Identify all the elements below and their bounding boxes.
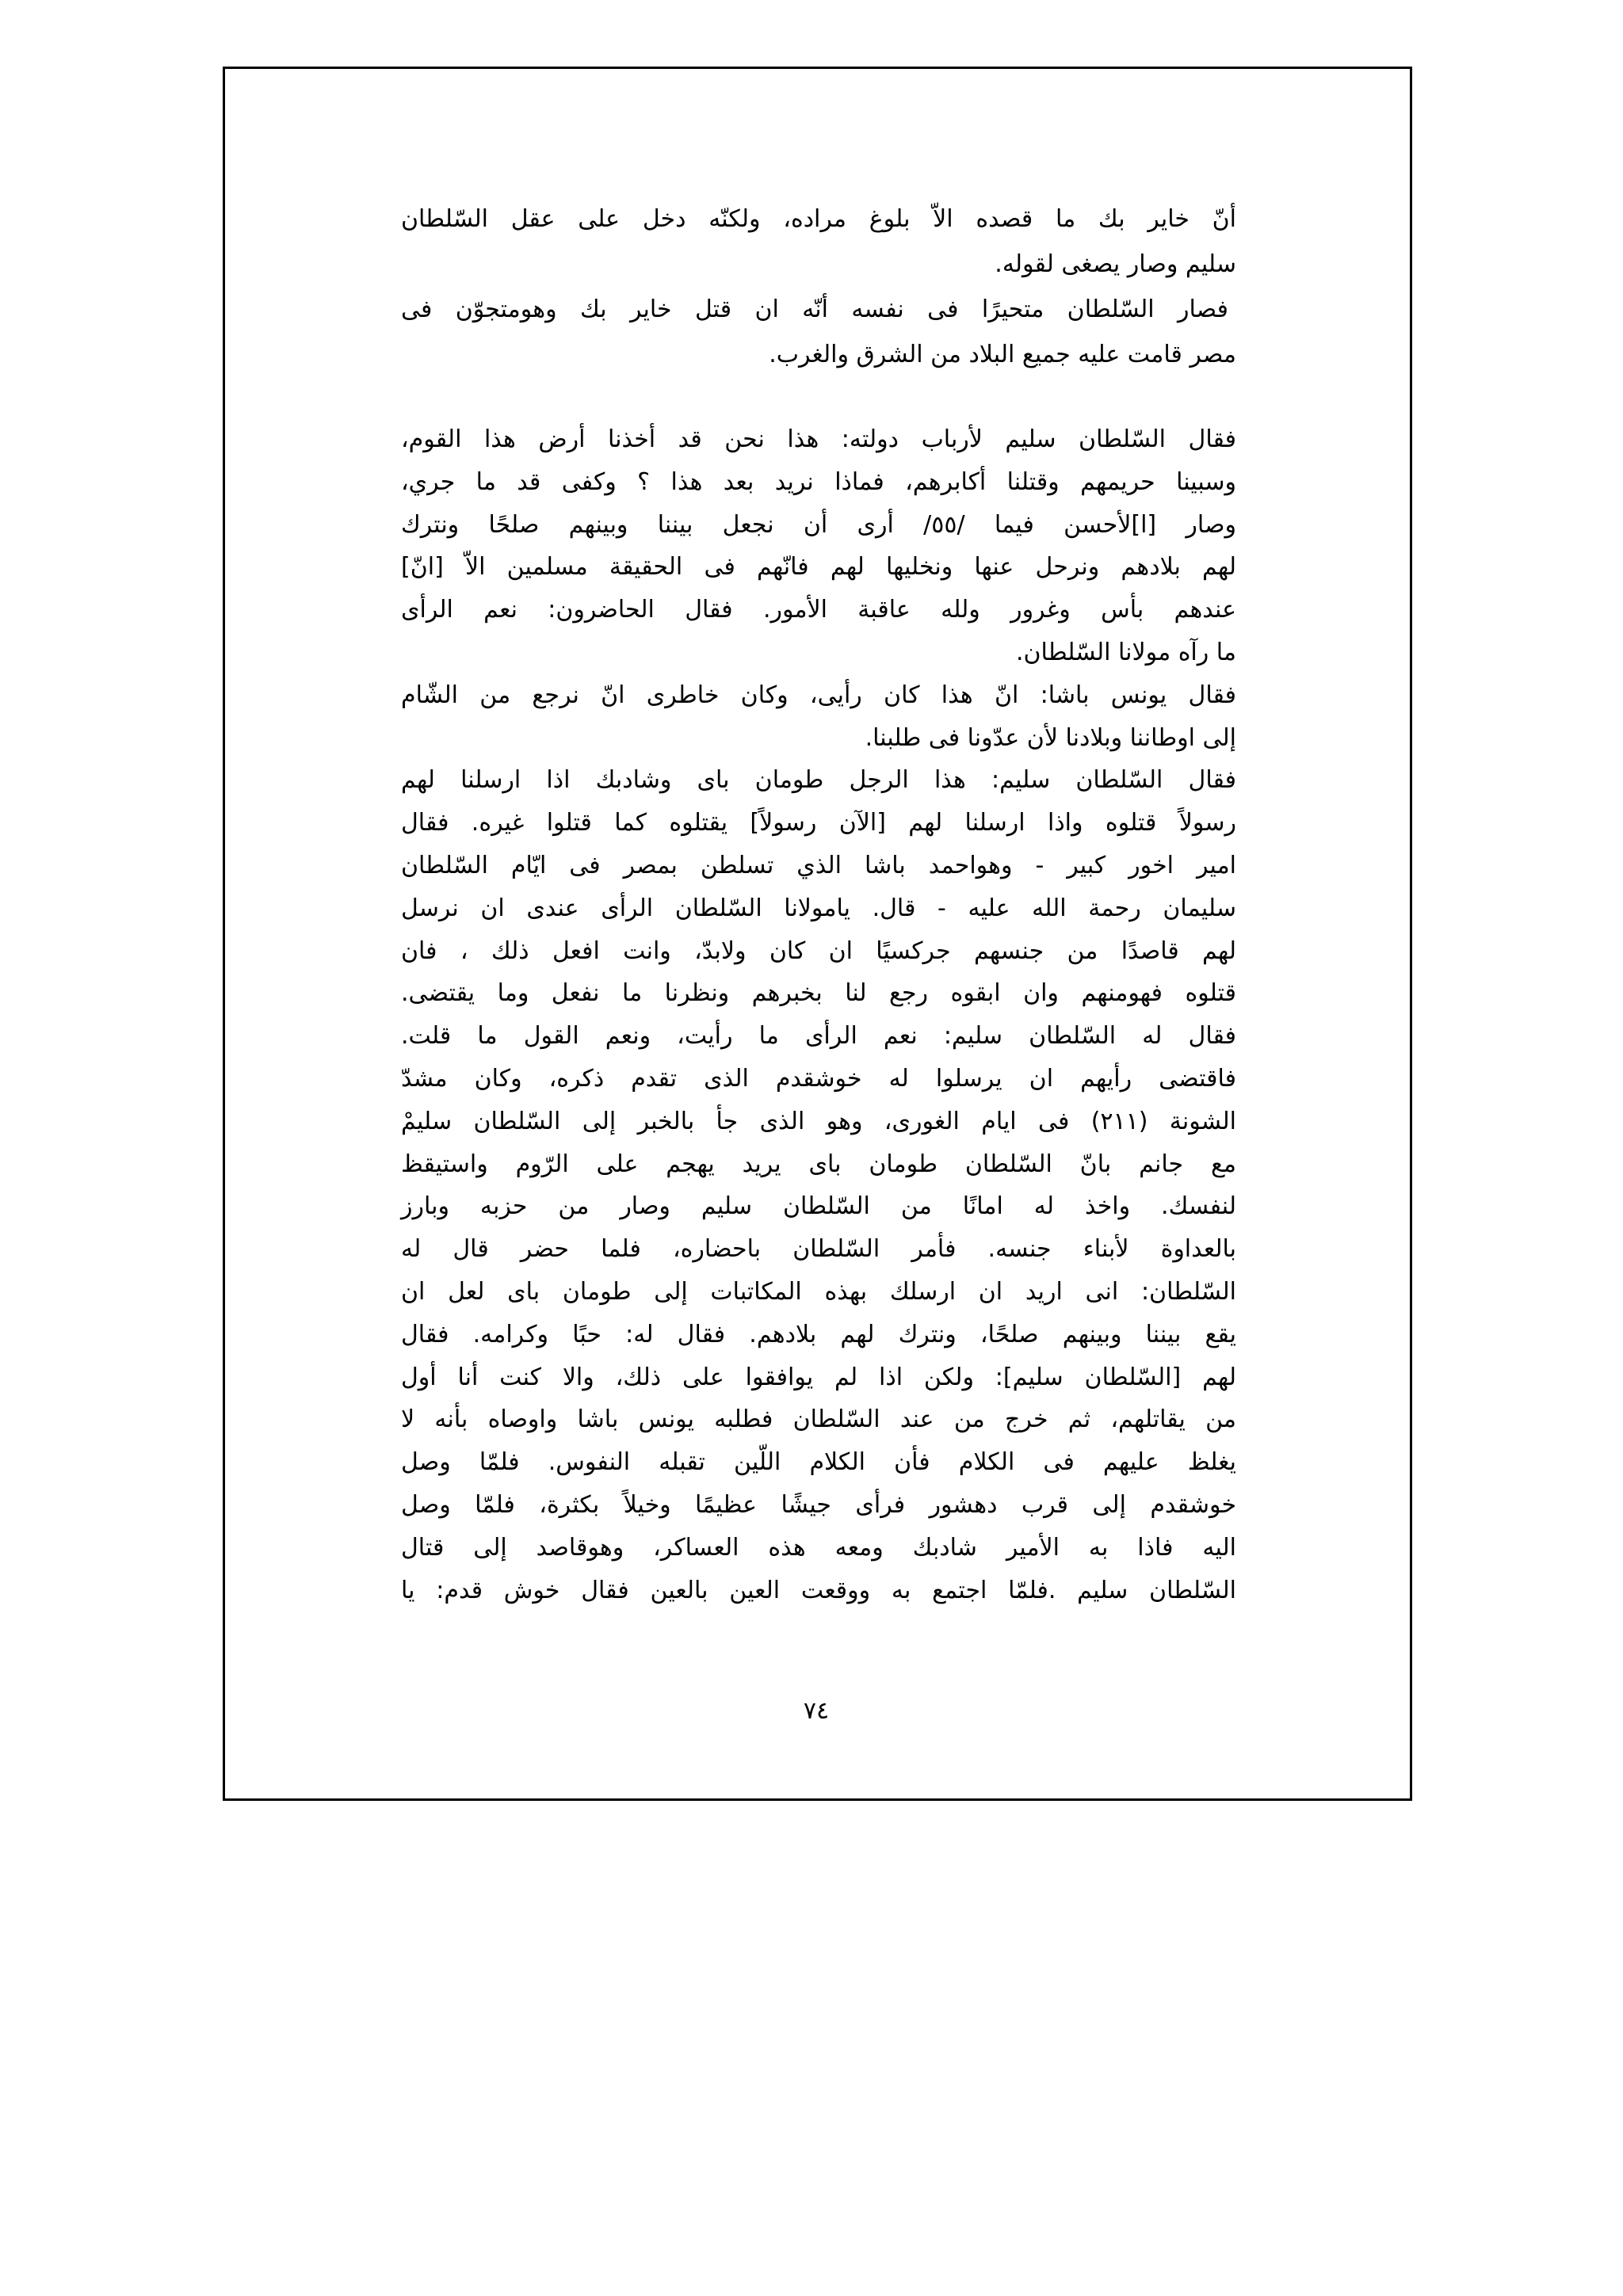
paragraph-block bbox=[401, 418, 1236, 1611]
text-line: وسبينا حريمهم وقتلنا أكابرهم، فماذا نريد بعد هذا ؟ وكفى قد ما جري، bbox=[401, 467, 1236, 496]
text-line: السّلطان: انى اريد ان ارسلك بهذه المكاتبات إلى طومان باى لعل ان bbox=[401, 1277, 1236, 1306]
text-line: لهم [السّلطان سليم]: ولكن اذا لم يوافقوا على ذلك، والا كنت أنا أول bbox=[401, 1363, 1236, 1391]
text-line: سليمان رحمة الله عليه - قال. يامولانا السّلطان الرأى عندى ان نرسل bbox=[401, 894, 1236, 922]
text-line: من يقاتلهم، ثم خرج من عند السّلطان فطلبه يونس باشا واوصاه بأنه لا bbox=[401, 1405, 1236, 1434]
text-line: يغلظ عليهم فى الكلام فأن الكلام اللّين تقبله النفوس. فلمّا وصل bbox=[401, 1448, 1236, 1477]
text-line: سليم وصار يصغى لقوله. bbox=[995, 250, 1236, 278]
text-line: فقال السّلطان سليم لأرباب دولته: هذا نحن قد أخذنا أرض هذا القوم، bbox=[401, 425, 1236, 453]
text-line: بالعداوة لأبناء جنسه. فأمر السّلطان باحضاره، فلما حضر قال له bbox=[401, 1235, 1236, 1264]
text-line: أنّ خاير بك ما قصده الاّ بلوغ مراده، ولكنّه دخل على عقل السّلطان bbox=[401, 205, 1236, 233]
text-line: عندهم بأس وغرور ولله عاقبة الأمور. فقال الحاضرون: نعم الرأى bbox=[401, 596, 1236, 624]
text-line: مصر قامت عليه جميع البلاد من الشرق والغرب. bbox=[769, 341, 1236, 368]
text-line: امير اخور كبير - وهواحمد باشا الذي تسلطن بمصر فى ايّام السّلطان bbox=[401, 851, 1236, 879]
page-number: ٧٤ bbox=[803, 1697, 830, 1725]
paragraph-block bbox=[401, 196, 1236, 377]
text-line: السّلطان سليم .فلمّا اجتمع به ووقعت العين بالعين فقال خوش قدم: يا bbox=[401, 1576, 1236, 1604]
text-line: وصار [ا]لأحسن فيما /٥٥/ أرى أن نجعل بيننا وبينهم صلحًا ونترك bbox=[401, 510, 1236, 539]
text-line: فقال يونس باشا: انّ هذا كان رأيى، وكان خاطرى انّ نرجع من الشّام bbox=[401, 681, 1236, 709]
text-line: مع جانم بانّ السّلطان طومان باى يريد يهجم على الرّوم واستيقظ bbox=[401, 1150, 1236, 1178]
text-line: فقال له السّلطان سليم: نعم الرأى ما رأيت، ونعم القول ما قلت. bbox=[401, 1022, 1236, 1051]
text-line: اليه فاذا به الأمير شادبك ومعه هذه العساكر، وهوقاصد إلى قتال bbox=[401, 1533, 1236, 1562]
text-line: خوشقدم إلى قرب دهشور فرأى جيشًا عظيمًا وخيلاً بكثرة، فلمّا وصل bbox=[401, 1490, 1236, 1519]
text-line: لهم قاصدًا من جنسهم جركسيًا ان كان ولابدّ، وانت افعل ذلك ، فان bbox=[401, 936, 1236, 965]
text-line: فصار السّلطان متحيرًا فى نفسه أنّه ان قتل خاير بك وهومتجوّن فى bbox=[401, 296, 1228, 323]
text-line: فاقتضى رأيهم ان يرسلوا له خوشقدم الذى تقدم ذكره، وكان مشدّ bbox=[401, 1064, 1236, 1093]
text-line: لنفسك. واخذ له امانًا من السّلطان سليم وصار من حزبه وبارز bbox=[401, 1192, 1236, 1221]
text-line: لهم بلادهم ونرحل عنها ونخليها لهم فانّهم فى الحقيقة مسلمين الاّ [انّ] bbox=[401, 553, 1236, 582]
text-line: قتلوه فهومنهم وان ابقوه رجع لنا بخبرهم ونظرنا ما نفعل وما يقتضى. bbox=[401, 979, 1236, 1008]
text-line: ما رآه مولانا السّلطان. bbox=[1015, 638, 1236, 666]
text-line: إلى اوطاننا وبلادنا لأن عدّونا فى طلبنا. bbox=[865, 723, 1236, 752]
text-line: رسولاً قتلوه واذا ارسلنا لهم [الآن رسولاً] يقتلوه كما قتلوا غيره. فقال bbox=[401, 809, 1236, 837]
text-line: فقال السّلطان سليم: هذا الرجل طومان باى وشادبك اذا ارسلنا لهم bbox=[401, 766, 1236, 795]
text-line: يقع بيننا وبينهم صلحًا، ونترك لهم بلادهم. فقال له: حبًا وكرامه. فقال bbox=[401, 1320, 1236, 1348]
text-line: الشونة (٢١١) فى ايام الغورى، وهو الذى جأ بالخبر إلى السّلطان سليمْ bbox=[401, 1107, 1236, 1135]
